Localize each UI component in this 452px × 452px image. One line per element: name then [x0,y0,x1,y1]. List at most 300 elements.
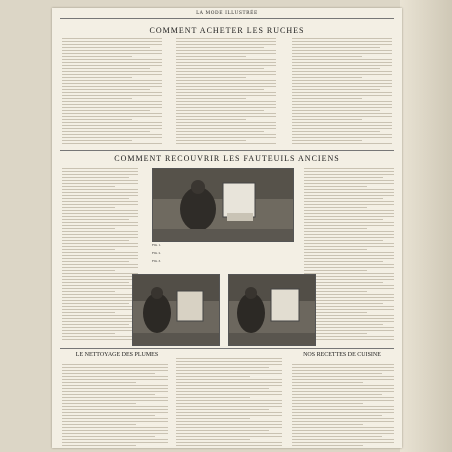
text-line [62,324,129,325]
armchair-photo-2-image [133,275,219,345]
fig3-label: FIG. 3. [152,260,161,263]
text-line [304,339,394,340]
text-line [292,397,394,398]
text-line [176,137,276,138]
text-line [62,104,162,105]
text-line [62,53,162,54]
text-line [62,267,138,268]
text-line [62,288,138,289]
text-line [62,418,168,419]
text-line [304,186,367,187]
text-line [62,297,138,298]
text-line [176,358,282,359]
text-line [292,119,362,120]
text-line [62,424,136,425]
text-line [304,276,394,277]
text-line [304,177,383,178]
text-line [62,397,168,398]
text-line [292,74,392,75]
text-line [62,318,138,319]
text-line [292,427,394,428]
text-line [62,68,150,69]
text-line [176,107,276,108]
text-line [62,412,168,413]
text-line [62,273,138,274]
text-line [62,180,138,181]
text-line [304,336,394,337]
text-line [62,83,162,84]
text-line [176,376,250,377]
text-line [62,207,115,208]
text-line [176,436,282,437]
text-line [176,403,282,404]
text-line [62,300,138,301]
text-line [62,403,136,404]
text-line [62,315,138,316]
text-line [62,140,132,141]
text-line [62,427,168,428]
text-line [62,415,155,416]
text-line [176,98,246,99]
text-line [176,53,276,54]
text-line [176,373,282,374]
text-line [176,104,276,105]
ruches-column-1 [62,38,162,146]
text-line [62,279,138,280]
text-line [62,406,168,407]
text-line [176,379,282,380]
armchair-photo-1 [152,168,294,242]
text-line [292,44,392,45]
text-line [292,445,363,446]
text-line [62,306,138,307]
text-line [304,294,394,295]
text-line [176,38,276,39]
text-line [176,409,269,410]
text-line [292,373,382,374]
fig2-label: FIG. 2. [152,252,161,255]
text-line [176,361,282,362]
text-line [292,89,380,90]
text-line [176,406,282,407]
recettes-title: NOS RECETTES DE CUISINE [303,352,381,358]
text-line [62,174,138,175]
top-rule [60,18,394,19]
text-line [304,264,394,265]
text-line [62,189,138,190]
text-line [62,430,168,431]
text-line [176,41,276,42]
text-line [292,436,382,437]
text-line [62,71,162,72]
text-line [176,62,276,63]
text-line [62,171,138,172]
text-line [62,92,162,93]
text-line [304,231,394,232]
text-line [62,113,162,114]
text-line [292,125,392,126]
mid-rule [60,150,394,151]
text-line [62,128,162,129]
text-line [62,339,138,340]
text-line [62,101,162,102]
text-line [292,122,392,123]
text-line [62,95,162,96]
text-line [62,364,168,365]
text-line [62,210,138,211]
text-line [304,252,394,253]
text-line [176,116,276,117]
text-line [292,430,394,431]
text-line [62,59,162,60]
text-line [62,439,168,440]
text-line [176,83,276,84]
text-line [62,258,138,259]
text-line [292,83,392,84]
text-line [292,367,394,368]
text-line [292,379,394,380]
text-line [292,412,394,413]
text-line [62,291,115,292]
text-line [176,427,282,428]
text-line [62,131,150,132]
text-line [304,309,394,310]
text-line [62,252,138,253]
fauteuils-title: COMMENT RECOUVRIR LES FAUTEUILS ANCIENS [114,154,340,163]
text-line [176,424,282,425]
text-line [176,433,282,434]
text-line [292,421,394,422]
text-line [304,207,367,208]
text-line [292,68,380,69]
text-line [62,62,162,63]
text-line [304,240,383,241]
text-line [62,264,138,265]
text-line [62,50,162,51]
fauteuils-column-right [304,168,394,342]
text-line [292,134,392,135]
fig1-caption [152,244,292,247]
text-line [62,228,115,229]
text-line [304,246,394,247]
text-line [176,101,276,102]
ruches-title: COMMENT ACHETER LES RUCHES [149,26,305,35]
text-line [176,65,276,66]
text-line [304,228,367,229]
text-line [176,44,276,45]
text-line [62,303,129,304]
text-line [292,53,392,54]
text-line [304,327,394,328]
text-line [62,409,168,410]
text-line [304,216,394,217]
text-line [62,373,155,374]
text-line [304,330,394,331]
text-line [62,243,138,244]
text-line [62,47,150,48]
text-line [62,391,168,392]
text-line [292,433,394,434]
text-line [62,261,129,262]
middle-bottom-column [176,358,282,448]
text-line [292,77,362,78]
text-line [62,421,168,422]
text-line [176,80,276,81]
text-line [304,261,383,262]
text-line [176,95,276,96]
text-line [62,388,168,389]
armchair-photo-2 [132,274,220,346]
text-line [292,418,394,419]
text-line [304,243,394,244]
text-line [292,415,382,416]
text-line [304,255,394,256]
running-head: LA MODE ILLUSTRÉE [196,11,258,16]
text-line [292,394,382,395]
text-line [176,370,282,371]
text-line [62,327,138,328]
text-line [176,119,246,120]
text-line [176,47,264,48]
page-spine [400,0,452,452]
text-line [62,442,168,443]
text-line [62,116,162,117]
magazine-page [52,8,402,448]
text-line [62,198,129,199]
text-line [62,44,162,45]
text-line [62,321,138,322]
text-line [62,98,132,99]
text-line [62,433,168,434]
text-line [176,89,264,90]
text-line [292,388,394,389]
text-line [62,400,168,401]
text-line [304,222,394,223]
text-line [304,321,394,322]
text-line [292,110,380,111]
text-line [62,445,136,446]
text-line [176,131,264,132]
text-line [176,77,246,78]
text-line [62,312,115,313]
text-line [62,336,138,337]
text-line [62,370,168,371]
text-line [62,255,138,256]
text-line [62,213,138,214]
text-line [304,168,394,169]
text-line [176,128,276,129]
text-line [304,288,394,289]
text-line [176,364,282,365]
text-line [62,125,162,126]
text-line [304,315,394,316]
text-line [292,391,394,392]
text-line [304,267,394,268]
text-line [176,397,250,398]
text-line [176,110,264,111]
text-line [62,270,115,271]
text-line [176,412,282,413]
text-line [176,71,276,72]
text-line [176,442,282,443]
text-line [62,134,162,135]
text-line [292,92,392,93]
text-line [62,276,138,277]
text-line [176,86,276,87]
text-line [62,436,155,437]
text-line [304,279,394,280]
text-line [62,222,138,223]
text-line [62,294,138,295]
text-line [292,113,392,114]
text-line [62,56,132,57]
text-line [292,41,392,42]
text-line [304,318,394,319]
text-line [304,237,394,238]
text-line [292,424,363,425]
text-line [304,192,394,193]
text-line [176,140,246,141]
text-line [62,183,138,184]
fig1-label: FIG. 1. [152,244,161,247]
text-line [292,442,394,443]
text-line [62,80,162,81]
text-line [176,134,276,135]
text-line [62,143,162,144]
text-line [62,240,129,241]
text-line [292,403,363,404]
text-line [62,86,162,87]
text-line [304,189,394,190]
text-line [62,382,136,383]
text-line [292,65,392,66]
text-line [62,394,155,395]
text-line [304,174,394,175]
text-line [292,98,362,99]
text-line [292,385,394,386]
text-line [304,258,394,259]
text-line [62,219,129,220]
text-line [292,406,394,407]
text-line [304,183,394,184]
text-line [292,62,392,63]
text-line [62,122,162,123]
text-line [176,68,264,69]
text-line [292,86,392,87]
text-line [62,192,138,193]
text-line [62,168,138,169]
text-line [304,285,394,286]
text-line [292,47,380,48]
text-line [304,225,394,226]
text-line [292,143,392,144]
text-line [176,385,282,386]
text-line [176,367,269,368]
text-line [62,367,168,368]
text-line [176,418,250,419]
text-line [292,400,394,401]
text-line [62,237,138,238]
text-line [62,77,132,78]
text-line [176,382,282,383]
text-line [62,74,162,75]
text-line [292,137,392,138]
text-line [62,330,138,331]
armchair-photo-3-image [229,275,315,345]
text-line [62,177,129,178]
fig3-caption [152,260,292,263]
text-line [176,430,269,431]
text-line [176,122,276,123]
text-line [304,195,394,196]
text-line [304,204,394,205]
text-line [62,38,162,39]
text-line [304,198,383,199]
text-line [62,385,168,386]
text-line [176,439,250,440]
text-line [176,143,276,144]
text-line [292,116,392,117]
text-line [292,131,380,132]
text-line [62,41,162,42]
text-line [292,370,394,371]
text-line [62,246,138,247]
text-line [304,297,394,298]
text-line [176,50,276,51]
text-line [304,234,394,235]
text-line [62,225,138,226]
text-line [304,201,394,202]
text-line [176,125,276,126]
text-line [176,400,282,401]
armchair-photo-3 [228,274,316,346]
text-line [62,333,115,334]
text-line [292,364,394,365]
text-line [176,113,276,114]
text-line [292,376,394,377]
plumes-title: LE NETTOYAGE DES PLUMES [75,352,159,358]
text-line [292,128,392,129]
text-line [292,38,392,39]
text-line [304,249,367,250]
text-line [292,439,394,440]
text-line [62,137,162,138]
text-line [292,50,392,51]
ruches-column-3 [292,38,392,146]
text-line [292,107,392,108]
text-line [62,107,162,108]
lower-rule [60,348,394,349]
text-line [62,65,162,66]
text-line [304,210,394,211]
text-line [176,74,276,75]
text-line [304,180,394,181]
text-line [176,388,269,389]
text-line [62,379,168,380]
text-line [292,101,392,102]
text-line [176,59,276,60]
fig2-caption [152,252,292,255]
text-line [292,95,392,96]
text-line [62,110,150,111]
text-line [62,234,138,235]
text-line [176,56,246,57]
text-line [176,92,276,93]
text-line [292,409,394,410]
text-line [62,195,138,196]
plumes-column [62,364,168,448]
fauteuils-column-left [62,168,138,342]
